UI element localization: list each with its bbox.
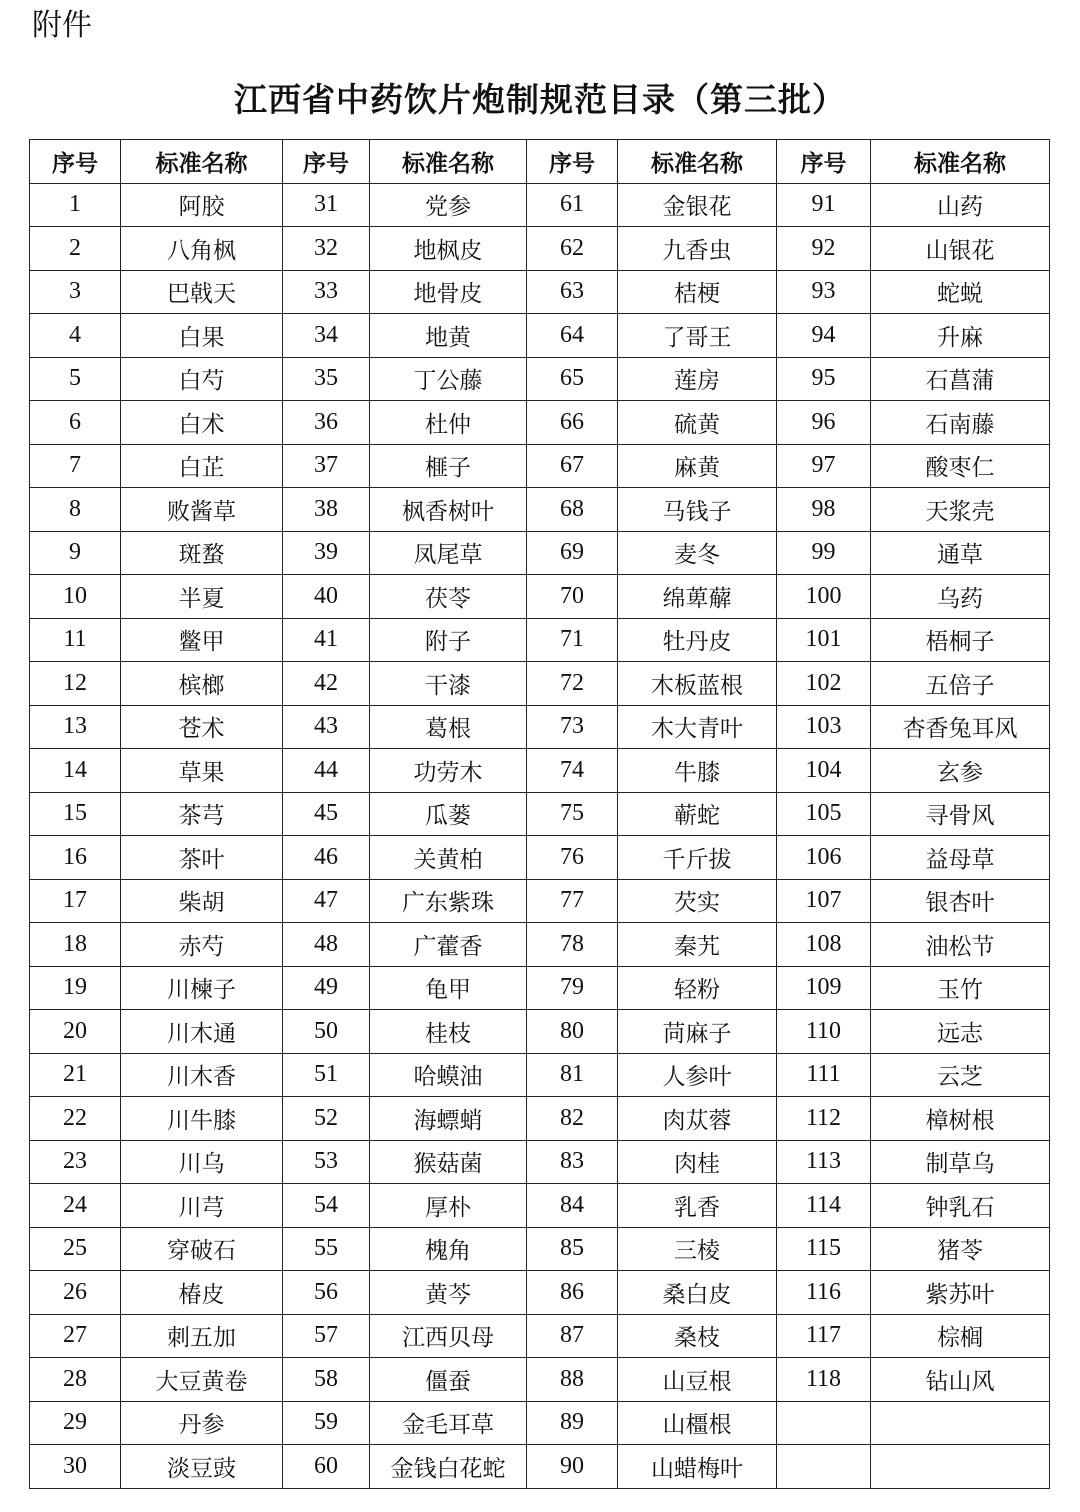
serial-number-cell: 10 xyxy=(30,575,121,619)
standard-name-cell: 白芷 xyxy=(121,444,283,488)
serial-number-cell: 92 xyxy=(777,227,871,271)
serial-number-cell: 107 xyxy=(777,879,871,923)
standard-name-cell: 鳖甲 xyxy=(121,618,283,662)
serial-number-cell: 57 xyxy=(283,1314,370,1358)
standard-name-cell: 槐角 xyxy=(370,1227,527,1271)
table-row xyxy=(30,792,1050,836)
standard-name-cell: 川木通 xyxy=(121,1010,283,1054)
standard-name-cell: 油松节 xyxy=(871,923,1050,967)
standard-name-cell: 牛膝 xyxy=(618,749,777,793)
serial-number-cell: 28 xyxy=(30,1358,121,1402)
catalog-body xyxy=(30,183,1050,1488)
standard-name-cell: 梧桐子 xyxy=(871,618,1050,662)
serial-number-cell: 13 xyxy=(30,705,121,749)
serial-number-cell: 90 xyxy=(527,1445,618,1489)
standard-name-cell: 石菖蒲 xyxy=(871,357,1050,401)
standard-name-cell: 川楝子 xyxy=(121,966,283,1010)
standard-name-cell: 广藿香 xyxy=(370,923,527,967)
serial-number-cell: 34 xyxy=(283,314,370,358)
standard-name-cell: 茯苓 xyxy=(370,575,527,619)
standard-name-cell: 哈蟆油 xyxy=(370,1053,527,1097)
table-row xyxy=(30,1010,1050,1054)
standard-name-cell: 枫香树叶 xyxy=(370,488,527,532)
standard-name-cell: 地黄 xyxy=(370,314,527,358)
serial-number-cell: 85 xyxy=(527,1227,618,1271)
serial-number-cell: 30 xyxy=(30,1445,121,1489)
serial-number-cell: 60 xyxy=(283,1445,370,1489)
serial-number-cell: 18 xyxy=(30,923,121,967)
serial-number-cell: 111 xyxy=(777,1053,871,1097)
serial-number-cell: 84 xyxy=(527,1184,618,1228)
standard-name-cell: 千斤拔 xyxy=(618,836,777,880)
serial-number-cell: 5 xyxy=(30,357,121,401)
standard-name-cell: 乌药 xyxy=(871,575,1050,619)
standard-name-cell: 桂枝 xyxy=(370,1010,527,1054)
serial-number-cell: 101 xyxy=(777,618,871,662)
table-row xyxy=(30,444,1050,488)
standard-name-cell: 白术 xyxy=(121,401,283,445)
standard-name-cell: 槟榔 xyxy=(121,662,283,706)
standard-name-cell: 玄参 xyxy=(871,749,1050,793)
standard-name-cell: 地枫皮 xyxy=(370,227,527,271)
standard-name-cell: 海螵蛸 xyxy=(370,1097,527,1141)
table-row xyxy=(30,314,1050,358)
standard-name-cell: 制草乌 xyxy=(871,1140,1050,1184)
serial-number-cell: 98 xyxy=(777,488,871,532)
standard-name-cell: 大豆黄卷 xyxy=(121,1358,283,1402)
serial-number-cell: 52 xyxy=(283,1097,370,1141)
standard-name-cell: 白芍 xyxy=(121,357,283,401)
serial-number-cell: 2 xyxy=(30,227,121,271)
standard-name-cell: 金毛耳草 xyxy=(370,1401,527,1445)
serial-number-cell: 104 xyxy=(777,749,871,793)
serial-number-cell: 75 xyxy=(527,792,618,836)
serial-number-cell: 86 xyxy=(527,1271,618,1315)
table-row xyxy=(30,966,1050,1010)
standard-name-cell: 刺五加 xyxy=(121,1314,283,1358)
serial-number-cell: 54 xyxy=(283,1184,370,1228)
serial-number-cell: 73 xyxy=(527,705,618,749)
empty-cell xyxy=(777,1401,871,1445)
serial-number-cell: 81 xyxy=(527,1053,618,1097)
serial-number-cell: 76 xyxy=(527,836,618,880)
serial-number-cell: 29 xyxy=(30,1401,121,1445)
standard-name-cell: 绵萆薢 xyxy=(618,575,777,619)
table-row xyxy=(30,705,1050,749)
standard-name-cell: 厚朴 xyxy=(370,1184,527,1228)
serial-number-cell: 103 xyxy=(777,705,871,749)
attachment-label: 附件 xyxy=(32,8,92,43)
standard-name-cell: 椿皮 xyxy=(121,1271,283,1315)
standard-name-cell: 江西贝母 xyxy=(370,1314,527,1358)
standard-name-cell: 白果 xyxy=(121,314,283,358)
standard-name-cell: 川乌 xyxy=(121,1140,283,1184)
header-serial-3: 序号 xyxy=(527,140,618,184)
standard-name-cell: 山药 xyxy=(871,183,1050,227)
serial-number-cell: 8 xyxy=(30,488,121,532)
serial-number-cell: 63 xyxy=(527,270,618,314)
standard-name-cell: 九香虫 xyxy=(618,227,777,271)
table-row xyxy=(30,1401,1050,1445)
standard-name-cell: 巴戟天 xyxy=(121,270,283,314)
serial-number-cell: 108 xyxy=(777,923,871,967)
serial-number-cell: 33 xyxy=(283,270,370,314)
header-name-2: 标准名称 xyxy=(370,140,527,184)
serial-number-cell: 93 xyxy=(777,270,871,314)
standard-name-cell: 轻粉 xyxy=(618,966,777,1010)
serial-number-cell: 96 xyxy=(777,401,871,445)
serial-number-cell: 35 xyxy=(283,357,370,401)
serial-number-cell: 71 xyxy=(527,618,618,662)
serial-number-cell: 79 xyxy=(527,966,618,1010)
standard-name-cell: 木大青叶 xyxy=(618,705,777,749)
table-row xyxy=(30,618,1050,662)
standard-name-cell: 了哥王 xyxy=(618,314,777,358)
standard-name-cell: 金银花 xyxy=(618,183,777,227)
serial-number-cell: 89 xyxy=(527,1401,618,1445)
standard-name-cell: 桔梗 xyxy=(618,270,777,314)
standard-name-cell: 秦艽 xyxy=(618,923,777,967)
serial-number-cell: 51 xyxy=(283,1053,370,1097)
serial-number-cell: 42 xyxy=(283,662,370,706)
serial-number-cell: 32 xyxy=(283,227,370,271)
standard-name-cell: 桑枝 xyxy=(618,1314,777,1358)
serial-number-cell: 53 xyxy=(283,1140,370,1184)
serial-number-cell: 106 xyxy=(777,836,871,880)
standard-name-cell: 天浆壳 xyxy=(871,488,1050,532)
serial-number-cell: 14 xyxy=(30,749,121,793)
standard-name-cell: 硫黄 xyxy=(618,401,777,445)
standard-name-cell: 山银花 xyxy=(871,227,1050,271)
document-title: 江西省中药饮片炮制规范目录（第三批） xyxy=(234,80,846,119)
serial-number-cell: 36 xyxy=(283,401,370,445)
standard-name-cell: 金钱白花蛇 xyxy=(370,1445,527,1489)
header-name-4: 标准名称 xyxy=(871,140,1050,184)
serial-number-cell: 87 xyxy=(527,1314,618,1358)
standard-name-cell: 蕲蛇 xyxy=(618,792,777,836)
serial-number-cell: 80 xyxy=(527,1010,618,1054)
table-row xyxy=(30,1097,1050,1141)
standard-name-cell: 升麻 xyxy=(871,314,1050,358)
header-serial-1: 序号 xyxy=(30,140,121,184)
serial-number-cell: 61 xyxy=(527,183,618,227)
serial-number-cell: 77 xyxy=(527,879,618,923)
serial-number-cell: 9 xyxy=(30,531,121,575)
table-row xyxy=(30,1445,1050,1489)
standard-name-cell: 关黄柏 xyxy=(370,836,527,880)
standard-name-cell: 龟甲 xyxy=(370,966,527,1010)
standard-name-cell: 牡丹皮 xyxy=(618,618,777,662)
serial-number-cell: 97 xyxy=(777,444,871,488)
standard-name-cell: 麦冬 xyxy=(618,531,777,575)
serial-number-cell: 102 xyxy=(777,662,871,706)
serial-number-cell: 58 xyxy=(283,1358,370,1402)
serial-number-cell: 72 xyxy=(527,662,618,706)
standard-name-cell: 苍术 xyxy=(121,705,283,749)
standard-name-cell: 樟树根 xyxy=(871,1097,1050,1141)
serial-number-cell: 22 xyxy=(30,1097,121,1141)
standard-name-cell: 通草 xyxy=(871,531,1050,575)
serial-number-cell: 56 xyxy=(283,1271,370,1315)
standard-name-cell: 党参 xyxy=(370,183,527,227)
standard-name-cell: 斑蝥 xyxy=(121,531,283,575)
standard-name-cell: 苘麻子 xyxy=(618,1010,777,1054)
table-row xyxy=(30,923,1050,967)
table-row xyxy=(30,1140,1050,1184)
serial-number-cell: 38 xyxy=(283,488,370,532)
serial-number-cell: 7 xyxy=(30,444,121,488)
standard-name-cell: 山豆根 xyxy=(618,1358,777,1402)
standard-name-cell: 瓜蒌 xyxy=(370,792,527,836)
serial-number-cell: 116 xyxy=(777,1271,871,1315)
standard-name-cell: 麻黄 xyxy=(618,444,777,488)
serial-number-cell: 11 xyxy=(30,618,121,662)
serial-number-cell: 19 xyxy=(30,966,121,1010)
serial-number-cell: 6 xyxy=(30,401,121,445)
standard-name-cell: 五倍子 xyxy=(871,662,1050,706)
serial-number-cell: 110 xyxy=(777,1010,871,1054)
serial-number-cell: 24 xyxy=(30,1184,121,1228)
serial-number-cell: 115 xyxy=(777,1227,871,1271)
standard-name-cell: 紫苏叶 xyxy=(871,1271,1050,1315)
serial-number-cell: 3 xyxy=(30,270,121,314)
serial-number-cell: 118 xyxy=(777,1358,871,1402)
table-row xyxy=(30,227,1050,271)
serial-number-cell: 83 xyxy=(527,1140,618,1184)
serial-number-cell: 50 xyxy=(283,1010,370,1054)
serial-number-cell: 26 xyxy=(30,1271,121,1315)
serial-number-cell: 109 xyxy=(777,966,871,1010)
standard-name-cell: 山蜡梅叶 xyxy=(618,1445,777,1489)
serial-number-cell: 70 xyxy=(527,575,618,619)
standard-name-cell: 人参叶 xyxy=(618,1053,777,1097)
serial-number-cell: 20 xyxy=(30,1010,121,1054)
serial-number-cell: 67 xyxy=(527,444,618,488)
serial-number-cell: 65 xyxy=(527,357,618,401)
standard-name-cell: 乳香 xyxy=(618,1184,777,1228)
serial-number-cell: 105 xyxy=(777,792,871,836)
standard-name-cell: 棕榈 xyxy=(871,1314,1050,1358)
serial-number-cell: 99 xyxy=(777,531,871,575)
serial-number-cell: 117 xyxy=(777,1314,871,1358)
standard-name-cell: 云芝 xyxy=(871,1053,1050,1097)
standard-name-cell: 地骨皮 xyxy=(370,270,527,314)
serial-number-cell: 69 xyxy=(527,531,618,575)
standard-name-cell: 赤芍 xyxy=(121,923,283,967)
empty-cell xyxy=(777,1445,871,1489)
serial-number-cell: 46 xyxy=(283,836,370,880)
table-row xyxy=(30,183,1050,227)
serial-number-cell: 48 xyxy=(283,923,370,967)
standard-name-cell: 杏香兔耳风 xyxy=(871,705,1050,749)
standard-name-cell: 芡实 xyxy=(618,879,777,923)
serial-number-cell: 62 xyxy=(527,227,618,271)
standard-name-cell: 玉竹 xyxy=(871,966,1050,1010)
standard-name-cell: 川芎 xyxy=(121,1184,283,1228)
serial-number-cell: 113 xyxy=(777,1140,871,1184)
table-row xyxy=(30,1358,1050,1402)
standard-name-cell: 蛇蜕 xyxy=(871,270,1050,314)
standard-name-cell: 川木香 xyxy=(121,1053,283,1097)
empty-cell xyxy=(871,1445,1050,1489)
table-row xyxy=(30,270,1050,314)
standard-name-cell: 柴胡 xyxy=(121,879,283,923)
serial-number-cell: 95 xyxy=(777,357,871,401)
standard-name-cell: 山橿根 xyxy=(618,1401,777,1445)
serial-number-cell: 39 xyxy=(283,531,370,575)
standard-name-cell: 川牛膝 xyxy=(121,1097,283,1141)
serial-number-cell: 112 xyxy=(777,1097,871,1141)
standard-name-cell: 石南藤 xyxy=(871,401,1050,445)
serial-number-cell: 49 xyxy=(283,966,370,1010)
standard-name-cell: 穿破石 xyxy=(121,1227,283,1271)
serial-number-cell: 94 xyxy=(777,314,871,358)
table-row xyxy=(30,1227,1050,1271)
standard-name-cell: 肉桂 xyxy=(618,1140,777,1184)
serial-number-cell: 17 xyxy=(30,879,121,923)
serial-number-cell: 21 xyxy=(30,1053,121,1097)
standard-name-cell: 榧子 xyxy=(370,444,527,488)
serial-number-cell: 4 xyxy=(30,314,121,358)
serial-number-cell: 64 xyxy=(527,314,618,358)
serial-number-cell: 15 xyxy=(30,792,121,836)
serial-number-cell: 40 xyxy=(283,575,370,619)
standard-name-cell: 八角枫 xyxy=(121,227,283,271)
standard-name-cell: 草果 xyxy=(121,749,283,793)
table-row xyxy=(30,357,1050,401)
standard-name-cell: 功劳木 xyxy=(370,749,527,793)
table-row xyxy=(30,879,1050,923)
standard-name-cell: 钟乳石 xyxy=(871,1184,1050,1228)
table-row xyxy=(30,488,1050,532)
serial-number-cell: 37 xyxy=(283,444,370,488)
standard-name-cell: 马钱子 xyxy=(618,488,777,532)
standard-name-cell: 杜仲 xyxy=(370,401,527,445)
standard-name-cell: 肉苁蓉 xyxy=(618,1097,777,1141)
serial-number-cell: 1 xyxy=(30,183,121,227)
table-row xyxy=(30,1314,1050,1358)
serial-number-cell: 82 xyxy=(527,1097,618,1141)
standard-name-cell: 三棱 xyxy=(618,1227,777,1271)
standard-name-cell: 茶芎 xyxy=(121,792,283,836)
catalog-table xyxy=(29,139,1050,1489)
serial-number-cell: 78 xyxy=(527,923,618,967)
standard-name-cell: 广东紫珠 xyxy=(370,879,527,923)
serial-number-cell: 68 xyxy=(527,488,618,532)
table-row xyxy=(30,662,1050,706)
standard-name-cell: 干漆 xyxy=(370,662,527,706)
header-row xyxy=(30,140,1050,184)
serial-number-cell: 47 xyxy=(283,879,370,923)
serial-number-cell: 88 xyxy=(527,1358,618,1402)
standard-name-cell: 莲房 xyxy=(618,357,777,401)
table-row xyxy=(30,1271,1050,1315)
serial-number-cell: 25 xyxy=(30,1227,121,1271)
header-name-3: 标准名称 xyxy=(618,140,777,184)
standard-name-cell: 葛根 xyxy=(370,705,527,749)
table-row xyxy=(30,836,1050,880)
standard-name-cell: 猪苓 xyxy=(871,1227,1050,1271)
standard-name-cell: 银杏叶 xyxy=(871,879,1050,923)
serial-number-cell: 12 xyxy=(30,662,121,706)
table-row xyxy=(30,749,1050,793)
standard-name-cell: 桑白皮 xyxy=(618,1271,777,1315)
table-row xyxy=(30,575,1050,619)
serial-number-cell: 100 xyxy=(777,575,871,619)
standard-name-cell: 附子 xyxy=(370,618,527,662)
standard-name-cell: 益母草 xyxy=(871,836,1050,880)
serial-number-cell: 44 xyxy=(283,749,370,793)
standard-name-cell: 茶叶 xyxy=(121,836,283,880)
standard-name-cell: 淡豆豉 xyxy=(121,1445,283,1489)
standard-name-cell: 酸枣仁 xyxy=(871,444,1050,488)
header-name-1: 标准名称 xyxy=(121,140,283,184)
serial-number-cell: 91 xyxy=(777,183,871,227)
standard-name-cell: 木板蓝根 xyxy=(618,662,777,706)
serial-number-cell: 66 xyxy=(527,401,618,445)
standard-name-cell: 凤尾草 xyxy=(370,531,527,575)
serial-number-cell: 45 xyxy=(283,792,370,836)
standard-name-cell: 猴菇菌 xyxy=(370,1140,527,1184)
serial-number-cell: 59 xyxy=(283,1401,370,1445)
serial-number-cell: 43 xyxy=(283,705,370,749)
standard-name-cell: 远志 xyxy=(871,1010,1050,1054)
header-serial-2: 序号 xyxy=(283,140,370,184)
table-row xyxy=(30,1053,1050,1097)
serial-number-cell: 114 xyxy=(777,1184,871,1228)
empty-cell xyxy=(871,1401,1050,1445)
standard-name-cell: 黄芩 xyxy=(370,1271,527,1315)
standard-name-cell: 败酱草 xyxy=(121,488,283,532)
serial-number-cell: 31 xyxy=(283,183,370,227)
standard-name-cell: 僵蚕 xyxy=(370,1358,527,1402)
serial-number-cell: 23 xyxy=(30,1140,121,1184)
table-row xyxy=(30,401,1050,445)
serial-number-cell: 16 xyxy=(30,836,121,880)
standard-name-cell: 寻骨风 xyxy=(871,792,1050,836)
header-serial-4: 序号 xyxy=(777,140,871,184)
standard-name-cell: 阿胶 xyxy=(121,183,283,227)
serial-number-cell: 41 xyxy=(283,618,370,662)
standard-name-cell: 丹参 xyxy=(121,1401,283,1445)
standard-name-cell: 丁公藤 xyxy=(370,357,527,401)
serial-number-cell: 27 xyxy=(30,1314,121,1358)
serial-number-cell: 55 xyxy=(283,1227,370,1271)
serial-number-cell: 74 xyxy=(527,749,618,793)
table-row xyxy=(30,531,1050,575)
standard-name-cell: 半夏 xyxy=(121,575,283,619)
standard-name-cell: 钻山风 xyxy=(871,1358,1050,1402)
table-row xyxy=(30,1184,1050,1228)
